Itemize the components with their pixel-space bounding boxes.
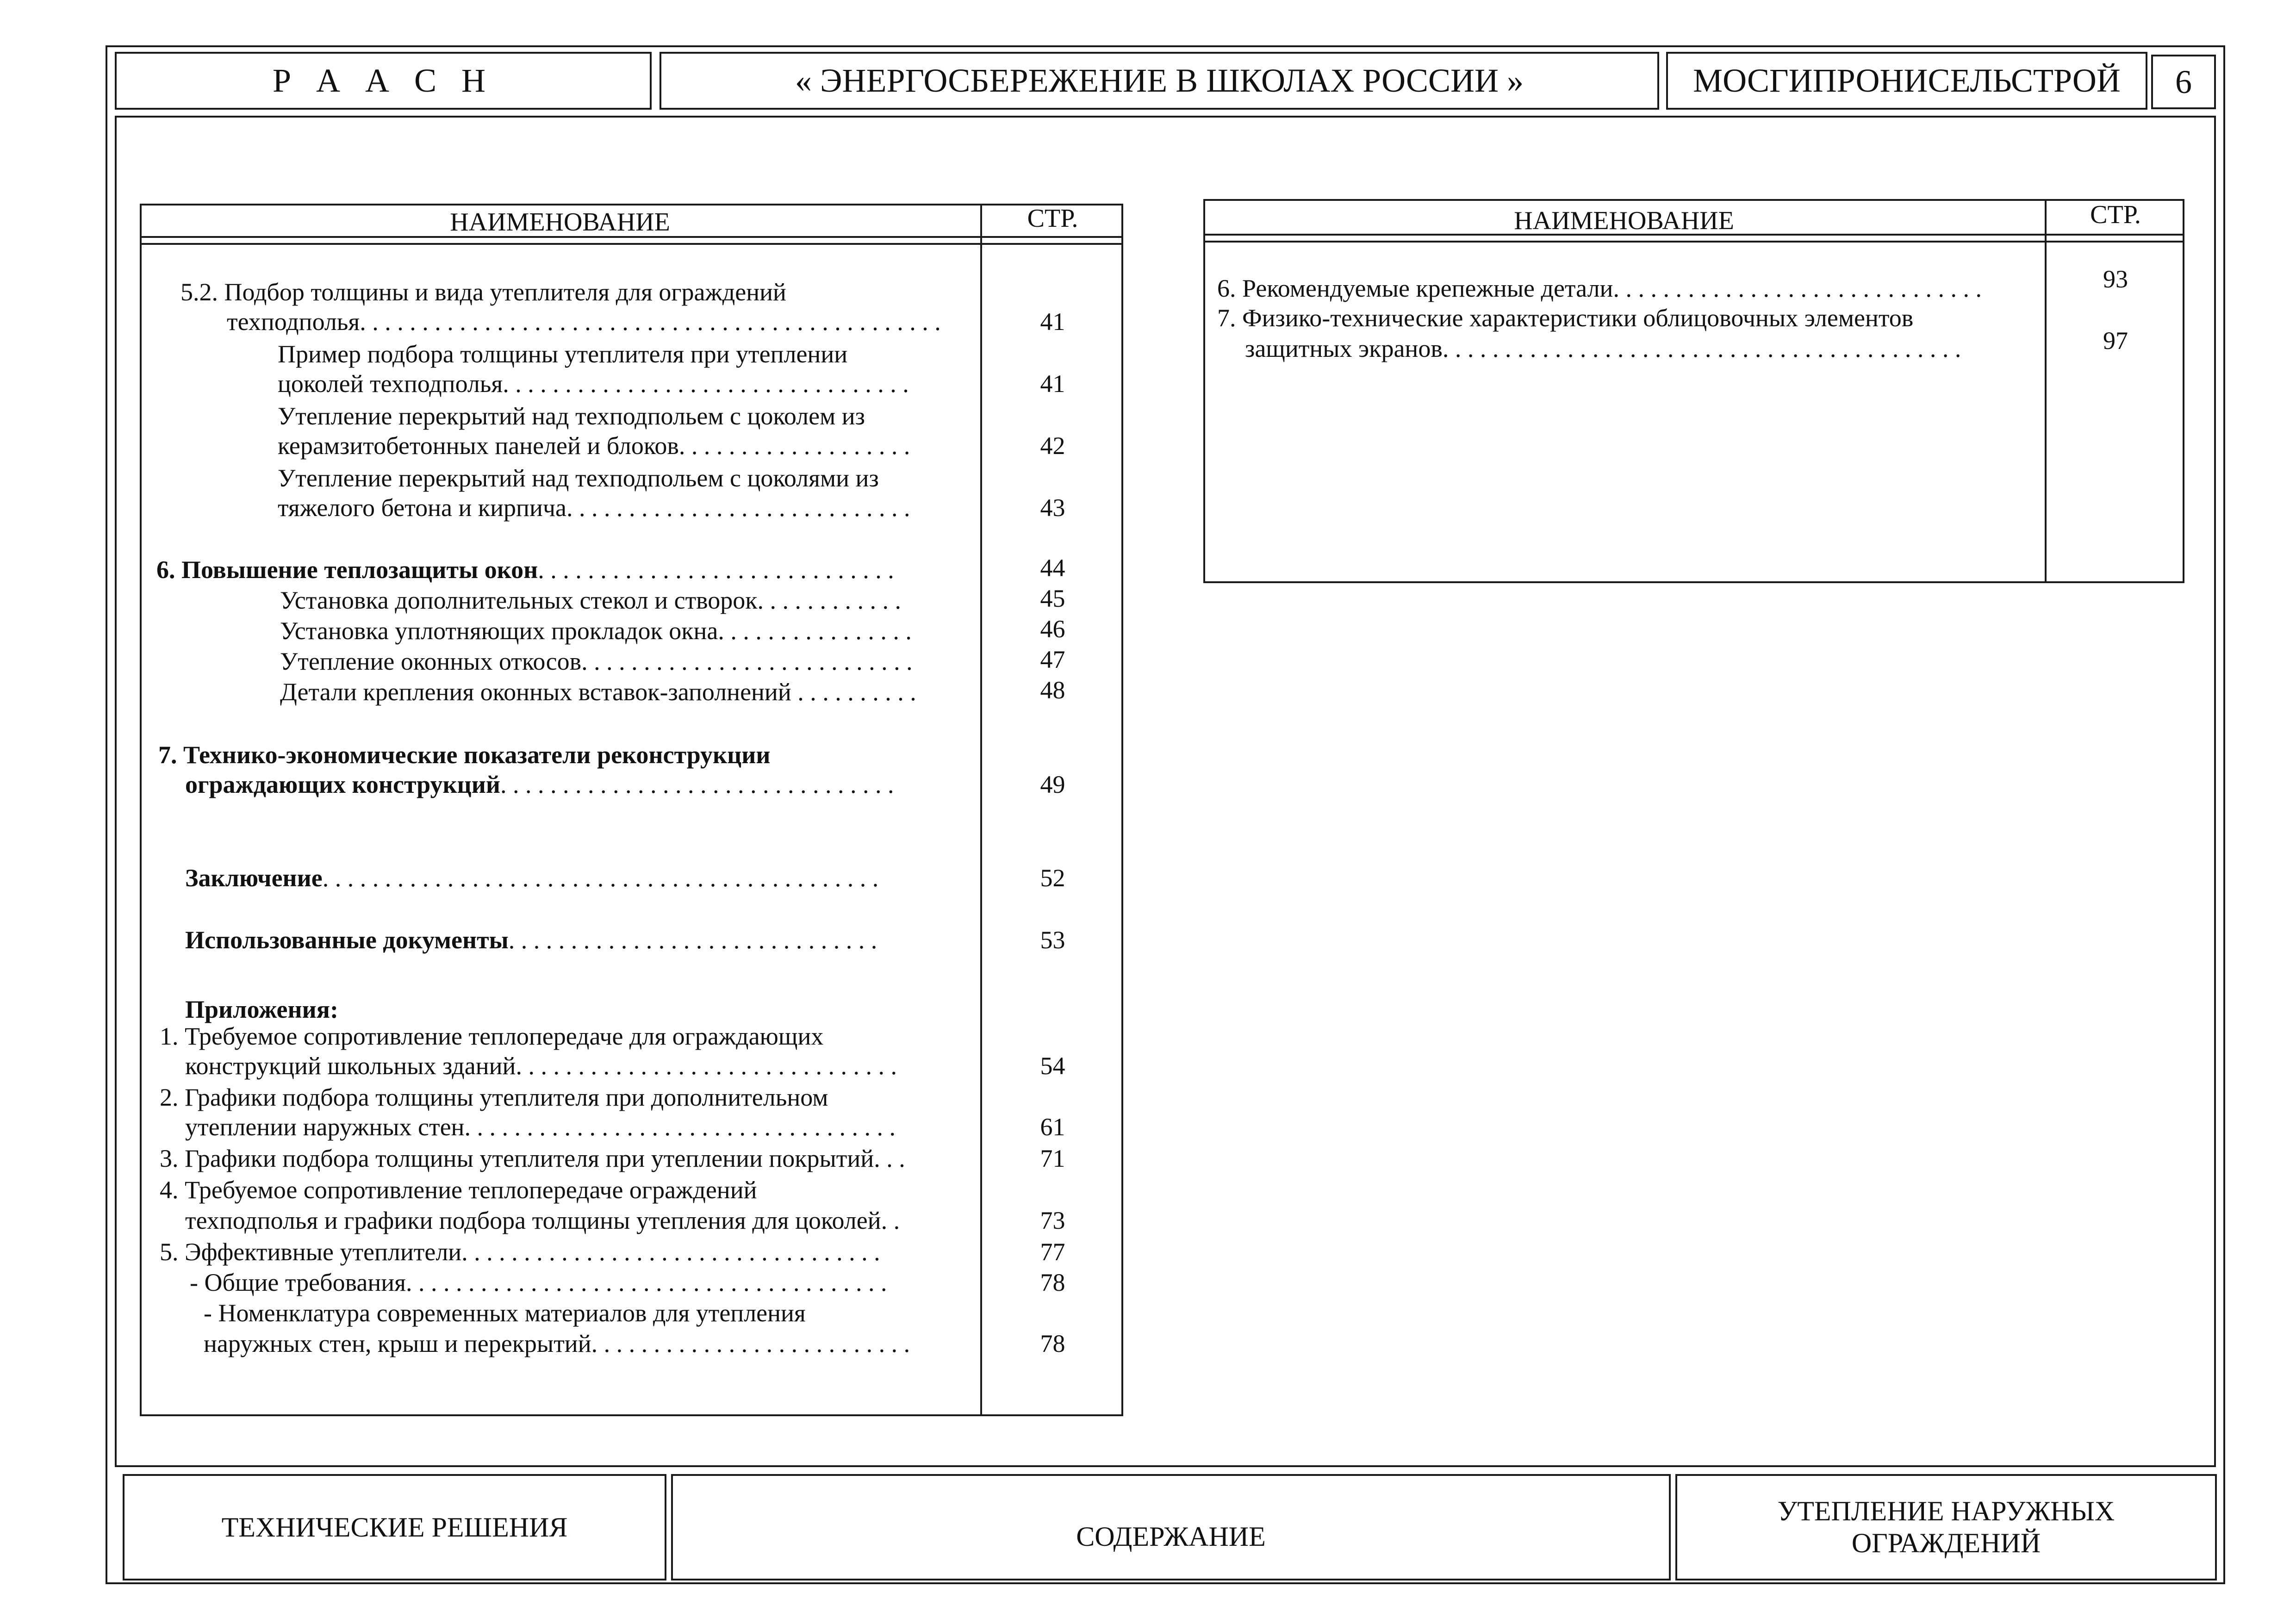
left-table-header-rule-2 xyxy=(140,243,1123,245)
right-toc-entry-text: защитных экранов. . . . . . . . . . . . . . . . . . . . . . . . . . . . . . . . . . . . . . . . . . xyxy=(1245,335,1961,362)
left-toc-entry xyxy=(185,770,894,799)
left-col-page-header: СТР. xyxy=(1027,204,1078,233)
right-col-page-header: СТР. xyxy=(2090,200,2141,229)
left-toc-entry xyxy=(160,1022,823,1051)
left-toc-entry-page: 41 xyxy=(1040,308,1065,336)
left-toc-entry-page: 45 xyxy=(1040,585,1065,612)
left-toc-entry xyxy=(185,1206,900,1235)
left-toc-entry-text: - Номенклатура современных материалов для утепления xyxy=(204,1299,806,1327)
left-toc-entry xyxy=(280,678,916,706)
left-toc-entry-page: 78 xyxy=(1040,1330,1065,1357)
left-toc-entry xyxy=(280,647,913,676)
left-toc-entry xyxy=(160,1238,880,1266)
left-toc-entry xyxy=(278,493,910,522)
left-toc-entry xyxy=(180,278,786,306)
left-toc-entry-text: керамзитобетонных панелей и блоков. . . . . . . . . . . . . . . . . . . xyxy=(278,432,910,460)
left-toc-entry xyxy=(280,616,912,645)
left-toc-entry-leader: . . . . . . . . . . . . . . . . . . . . . . . . . . . . . . xyxy=(508,926,877,954)
left-toc-entry xyxy=(204,1299,806,1327)
left-toc-entry-page: 71 xyxy=(1040,1145,1065,1172)
left-toc-entry-text: ограждающих конструкций xyxy=(185,771,500,798)
left-toc-entry xyxy=(280,586,901,615)
footer-left xyxy=(123,1474,666,1580)
left-toc-entry xyxy=(278,402,865,430)
left-toc-entry-text: 3. Графики подбора толщины утеплителя при утеплении покрытий. . . xyxy=(160,1145,905,1172)
right-toc-entry-page: 97 xyxy=(2103,327,2128,355)
left-toc-entry-text: 6. Повышение теплозащиты окон xyxy=(156,556,538,584)
footer-right-text: УТЕПЛЕНИЕ НАРУЖНЫХ ОГРАЖДЕНИЙ xyxy=(1777,1496,2115,1558)
left-toc-entry-text: Утепление оконных откосов. . . . . . . . . . . . . . . . . . . . . . . . . . . xyxy=(280,647,913,675)
left-toc-entry-text: Установка дополнительных стекол и створок. . . . . . . . . . . . xyxy=(280,586,902,614)
left-toc-entry-leader: . . . . . . . . . . . . . . . . . . . . . . . . . . . . . xyxy=(538,556,894,584)
left-toc-entry-page: 49 xyxy=(1040,771,1065,798)
footer-center-text: СОДЕРЖАНИЕ xyxy=(1076,1521,1266,1552)
left-toc-entry-text: Использованные документы xyxy=(185,926,509,954)
left-toc-entry xyxy=(185,1113,896,1141)
left-toc-entry-text: Установка уплотняющих прокладок окна. . . . . . . . . . . . . . . . xyxy=(280,617,912,645)
right-toc-entry xyxy=(1217,304,1913,332)
left-toc-entry-text: тяжелого бетона и кирпича. . . . . . . . . . . . . . . . . . . . . . . . . . . . xyxy=(278,494,910,522)
left-toc-entry-page: 41 xyxy=(1040,370,1065,398)
left-toc-entry-page: 52 xyxy=(1040,864,1065,892)
left-toc-entry-page: 61 xyxy=(1040,1113,1065,1141)
left-toc-entry-page: 53 xyxy=(1040,926,1065,954)
left-toc-entry-text: 7. Технико-экономические показатели реконструкции xyxy=(158,741,771,769)
left-toc-entry-page: 46 xyxy=(1040,615,1065,643)
left-toc-entry xyxy=(160,1176,757,1204)
left-toc-entry xyxy=(185,926,877,954)
right-toc-entry-text: 7. Физико-технические характеристики облицовочных элементов xyxy=(1217,304,1914,332)
left-toc-entry-text: Приложения: xyxy=(185,996,338,1023)
left-toc-entry xyxy=(185,864,878,892)
left-toc-entry xyxy=(227,307,941,336)
left-toc-entry-text: техподполья. . . . . . . . . . . . . . . . . . . . . . . . . . . . . . . . . . . . . . . . . . . . . . . xyxy=(227,308,941,336)
right-toc-entry xyxy=(1245,334,1961,363)
header-title-text: « ЭНЕРГОСБЕРЕЖЕНИЕ В ШКОЛАХ РОССИИ » xyxy=(795,62,1524,99)
left-toc-entry-page: 44 xyxy=(1040,554,1065,582)
right-table-col-divider xyxy=(2045,199,2047,583)
left-toc-entry-text: Пример подбора толщины утеплителя при утеплении xyxy=(278,340,848,368)
left-toc-entry-text: конструкций школьных зданий. . . . . . . . . . . . . . . . . . . . . . . . . . . . . . . xyxy=(185,1052,897,1080)
right-toc-entry xyxy=(1217,274,1982,303)
left-toc-entry-text: Заключение xyxy=(185,864,323,892)
left-col-name-header: НАИМЕНОВАНИЕ xyxy=(450,208,670,236)
left-toc-entry-page: 73 xyxy=(1040,1207,1065,1234)
right-toc-entry-text: 6. Рекомендуемые крепежные детали. . . . . . . . . . . . . . . . . . . . . . . . . . . . . . xyxy=(1217,274,1982,302)
right-col-name-header: НАИМЕНОВАНИЕ xyxy=(1514,206,1734,235)
left-toc-entry xyxy=(185,995,338,1024)
left-toc-entry-text: 5.2. Подбор толщины и вида утеплителя для ограждений xyxy=(180,278,786,306)
left-toc-entry-page: 47 xyxy=(1040,646,1065,673)
left-toc-entry xyxy=(156,555,894,584)
left-toc-entry-text: техподполья и графики подбора толщины утепления для цоколей. . xyxy=(185,1207,900,1234)
left-toc-entry-text: 1. Требуемое сопротивление теплопередаче для ограждающих xyxy=(160,1022,824,1050)
header-institute-text: МОСГИПРОНИСЕЛЬСТРОЙ xyxy=(1693,62,2121,99)
left-toc-entry-page: 42 xyxy=(1040,432,1065,460)
left-toc-entry xyxy=(185,1052,897,1080)
right-table-header-rule-2 xyxy=(1203,241,2184,243)
header-title xyxy=(660,52,1659,110)
left-toc-entry-page: 48 xyxy=(1040,676,1065,704)
left-toc-entry-text: наружных стен, крыш и перекрытий. . . . . . . . . . . . . . . . . . . . . . . . . . xyxy=(204,1330,910,1357)
left-toc-entry-text: 5. Эффективные утеплители. . . . . . . . . . . . . . . . . . . . . . . . . . . . . . . . . . xyxy=(160,1238,880,1266)
left-toc-entry-leader: . . . . . . . . . . . . . . . . . . . . . . . . . . . . . . . . . . . . . . . . . . . . . xyxy=(322,864,879,892)
footer-center xyxy=(671,1474,1671,1580)
left-toc-entry xyxy=(158,740,770,769)
left-toc-entry-text: 4. Требуемое сопротивление теплопередаче ограждений xyxy=(160,1176,757,1204)
left-toc-entry-text: - Общие требования. . . . . . . . . . . . . . . . . . . . . . . . . . . . . . . . . . . . . . . xyxy=(190,1269,887,1296)
right-toc-entry-page: 93 xyxy=(2103,265,2128,293)
header-org xyxy=(115,52,652,110)
left-toc-entry-page: 77 xyxy=(1040,1238,1065,1266)
header-page-number xyxy=(2151,55,2216,109)
left-toc-entry xyxy=(160,1144,905,1173)
left-toc-entry xyxy=(278,464,879,492)
left-toc-entry xyxy=(190,1268,887,1297)
left-toc-entry xyxy=(278,340,847,368)
left-toc-entry-leader: . . . . . . . . . . . . . . . . . . . . . . . . . . . . . . . . xyxy=(500,771,894,798)
footer-left-text: ТЕХНИЧЕСКИЕ РЕШЕНИЯ xyxy=(221,1512,568,1543)
left-toc-entry-text: Утепление перекрытий над техподпольем с цоколями из xyxy=(278,464,879,492)
left-toc-entry xyxy=(204,1329,910,1358)
page-number-text: 6 xyxy=(2175,63,2192,100)
left-toc-entry-text: утеплении наружных стен. . . . . . . . . . . . . . . . . . . . . . . . . . . . . . . . . . . xyxy=(185,1113,896,1141)
header-org-text: Р А А С Н xyxy=(272,62,494,99)
header-institute xyxy=(1666,52,2147,110)
right-table xyxy=(1203,199,2184,583)
left-toc-entry-page: 54 xyxy=(1040,1052,1065,1080)
left-toc-entry-text: Утепление перекрытий над техподпольем с цоколем из xyxy=(278,402,865,430)
left-toc-entry xyxy=(278,431,910,460)
left-toc-entry-page: 78 xyxy=(1040,1269,1065,1296)
footer-right xyxy=(1675,1474,2217,1580)
left-toc-entry xyxy=(278,369,909,398)
left-toc-entry-page: 43 xyxy=(1040,494,1065,522)
left-toc-entry-text: цоколей техподполья. . . . . . . . . . . . . . . . . . . . . . . . . . . . . . . . . xyxy=(278,370,909,398)
left-toc-entry xyxy=(160,1083,828,1112)
left-toc-entry-text: 2. Графики подбора толщины утеплителя при дополнительном xyxy=(160,1083,828,1111)
left-toc-entry-text: Детали крепления оконных вставок-заполнений . . . . . . . . . . xyxy=(280,678,916,706)
